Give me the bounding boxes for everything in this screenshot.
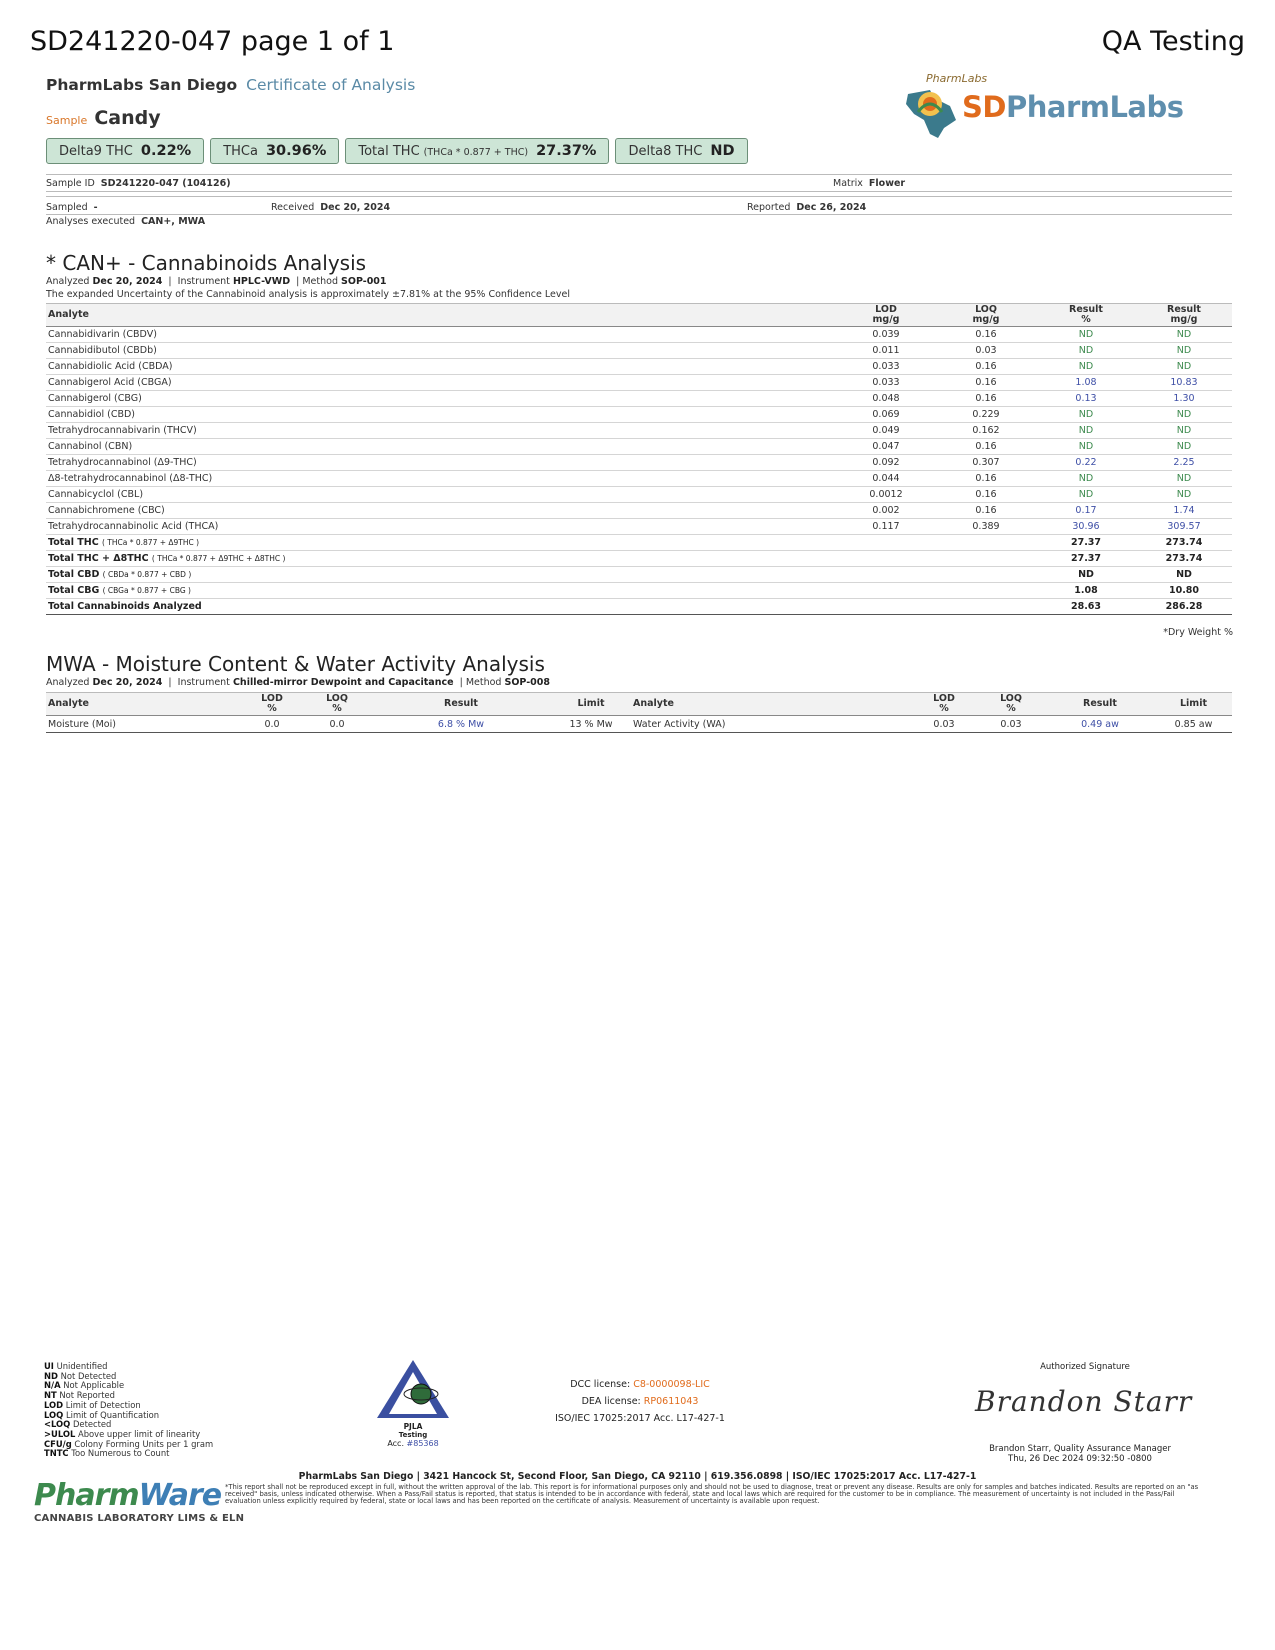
qa-testing-header: QA Testing <box>1101 26 1245 57</box>
result-mg: 10.83 <box>1136 375 1232 391</box>
dea-license: DEA license: RP0611043 <box>581 1396 699 1407</box>
mwa-col-lod: LOD % <box>241 693 303 716</box>
legend-item: ND Not Detected <box>44 1370 117 1381</box>
total-thc-pill: Total THC (THCa * 0.877 + THC) 27.37% <box>345 138 609 164</box>
total-row <box>46 583 1232 599</box>
total-mg: 273.74 <box>1136 551 1232 567</box>
result-mg: ND <box>1136 487 1232 503</box>
table-row <box>46 471 1232 487</box>
result-pct: ND <box>1036 359 1136 375</box>
table-row <box>46 503 1232 519</box>
result-mg: ND <box>1136 359 1232 375</box>
total-name: Total THC ( THCa * 0.877 + Δ9THC ) <box>46 535 836 551</box>
analyte-name: Cannabinol (CBN) <box>46 439 836 455</box>
legend-item: LOQ Limit of Quantification <box>44 1409 160 1420</box>
california-map-icon <box>900 76 962 140</box>
matrix: Matrix Flower <box>833 178 906 189</box>
signature-script: Brandon Starr <box>975 1385 1193 1418</box>
sample-label: Sample <box>46 114 88 127</box>
lod-value: 0.047 <box>836 439 936 455</box>
loq-value: 0.16 <box>936 487 1036 503</box>
dcc-license: DCC license: C8-0000098-LIC <box>570 1379 710 1390</box>
total-row <box>46 551 1232 567</box>
result-mg: ND <box>1136 439 1232 455</box>
pharmware-logo <box>34 1478 244 1524</box>
certificate-title: Certificate of Analysis <box>246 76 416 94</box>
analyte-name: Cannabigerol (CBG) <box>46 391 836 407</box>
analyte-name: Cannabidivarin (CBDV) <box>46 327 836 343</box>
total-pct: 28.63 <box>1036 599 1136 615</box>
lod-value: 0.0012 <box>836 487 936 503</box>
total-mg: ND <box>1136 567 1232 583</box>
legend-item: CFU/g Colony Forming Units per 1 gram <box>44 1438 214 1449</box>
analyte-name: Tetrahydrocannabivarin (THCV) <box>46 423 836 439</box>
loq-value: 0.16 <box>936 359 1036 375</box>
sampled: Sampled - <box>46 202 98 213</box>
lod-value: 0.049 <box>836 423 936 439</box>
result-pct: ND <box>1036 327 1136 343</box>
total-row <box>46 599 1232 615</box>
loq-value: 0.03 <box>936 343 1036 359</box>
uncertainty-note: The expanded Uncertainty of the Cannabinoid analysis is approximately ±7.81% at the 95% Confidence Level <box>46 289 570 300</box>
dry-weight-note: *Dry Weight % <box>1163 627 1233 638</box>
mwa-col-lod-2: LOD % <box>911 693 977 716</box>
total-pct: ND <box>1036 567 1136 583</box>
document-id-header: SD241220-047 page 1 of 1 <box>30 26 395 57</box>
analyte-name: Cannabidiol (CBD) <box>46 407 836 423</box>
analyte-name: Cannabicyclol (CBL) <box>46 487 836 503</box>
result-mg: 309.57 <box>1136 519 1232 535</box>
loq-value: 0.162 <box>936 423 1036 439</box>
pharmware-wordmark: PharmWare <box>34 1478 222 1513</box>
analyte-name: Tetrahydrocannabinolic Acid (THCA) <box>46 519 836 535</box>
legend-item: UI Unidentified <box>44 1361 108 1371</box>
signatory <box>980 1444 1180 1464</box>
mwa-col-result-2: Result <box>1045 693 1155 716</box>
lod-value: 0.092 <box>836 455 936 471</box>
table-row <box>46 439 1232 455</box>
analyte-name: Cannabichromene (CBC) <box>46 503 836 519</box>
result-pct: 30.96 <box>1036 519 1136 535</box>
sample-line <box>46 107 161 129</box>
sample-id: Sample ID SD241220-047 (104126) <box>46 178 231 189</box>
total-name: Total THC + Δ8THC ( THCa * 0.877 + Δ9THC + Δ8THC ) <box>46 551 836 567</box>
table-row <box>46 391 1232 407</box>
lod-value: 0.044 <box>836 471 936 487</box>
pjla-accreditation <box>375 1358 451 1448</box>
lod-value: 0.039 <box>836 327 936 343</box>
pjla-sub: Testing <box>398 1431 428 1439</box>
mwa-col-limit: Limit <box>551 693 631 716</box>
lod-value: 0.033 <box>836 375 936 391</box>
loq-value: 0.307 <box>936 455 1036 471</box>
cannabinoids-header-row <box>46 304 1232 327</box>
result-pct: ND <box>1036 471 1136 487</box>
result-pct: ND <box>1036 423 1136 439</box>
table-row <box>46 407 1232 423</box>
result-mg: 1.74 <box>1136 503 1232 519</box>
result-pct: 1.08 <box>1036 375 1136 391</box>
analyte-name: Cannabigerol Acid (CBGA) <box>46 375 836 391</box>
mwa-section-title: MWA - Moisture Content & Water Activity Analysis <box>46 652 545 676</box>
result-mg: ND <box>1136 471 1232 487</box>
disclaimer: *This report shall not be reproduced except in full, without the written approval of the lab. This report is for informational purposes only and should not be used to diagnose, treat or prevent any disease. Results are only for samples and batches indicated. Results are reported on an "as received" basis, unless indicated otherwise. When a Pass/Fail status is reported, that status is intended to be in accordance with federal, state and local laws which are required for the customer to be in compliance. The measurement of uncertainty is not included in the Pass/Fail evaluation unless explicitly required by federal, state or local laws and has been reported on the certificate of analysis. Measurement of uncertainty is available upon request. <box>225 1483 1199 1505</box>
loq-value: 0.16 <box>936 439 1036 455</box>
analyte-name: Tetrahydrocannabinol (Δ9-THC) <box>46 455 836 471</box>
col-loq: LOQ mg/g <box>936 304 1036 327</box>
table-row <box>46 455 1232 471</box>
sample-name: Candy <box>94 107 161 129</box>
total-name: Total Cannabinoids Analyzed <box>46 599 836 615</box>
result-pct: ND <box>1036 343 1136 359</box>
mwa-col-analyte-2: Analyte <box>631 693 911 716</box>
lod-value: 0.002 <box>836 503 936 519</box>
lab-name: PharmLabs San Diego <box>46 76 238 94</box>
summary-pills <box>46 138 748 164</box>
table-row <box>46 519 1232 535</box>
mwa-table <box>46 692 1232 733</box>
sdpharmlabs-logo <box>900 72 1184 140</box>
abbreviation-legend <box>44 1362 213 1459</box>
analyte-name: Δ8-tetrahydrocannabinol (Δ8-THC) <box>46 471 836 487</box>
sample-metadata <box>46 174 1232 234</box>
mwa-col-analyte: Analyte <box>46 693 241 716</box>
legend-item: N/A Not Applicable <box>44 1380 125 1391</box>
pharmware-tagline: CANNABIS LABORATORY LIMS & ELN <box>34 1513 245 1524</box>
result-mg: 1.30 <box>1136 391 1232 407</box>
loq-value: 0.16 <box>936 503 1036 519</box>
legend-item: TNTC Too Numerous to Count <box>44 1448 170 1459</box>
analyte-name: Cannabidiolic Acid (CBDA) <box>46 359 836 375</box>
total-mg: 286.28 <box>1136 599 1232 615</box>
result-mg: ND <box>1136 423 1232 439</box>
legend-item: >ULOL Above upper limit of linearity <box>44 1428 201 1439</box>
cannabinoids-analyzed-line: Analyzed Dec 20, 2024 | Instrument HPLC-VWD | Method SOP-001 <box>46 276 387 287</box>
iso-accreditation: ISO/IEC 17025:2017 Acc. L17-427-1 <box>555 1413 725 1424</box>
lod-value: 0.069 <box>836 407 936 423</box>
mwa-header-row <box>46 693 1232 716</box>
cannabinoids-table <box>46 303 1232 615</box>
result-pct: ND <box>1036 407 1136 423</box>
col-analyte: Analyte <box>46 304 836 327</box>
total-name: Total CBD ( CBDa * 0.877 + CBD ) <box>46 567 836 583</box>
loq-value: 0.16 <box>936 391 1036 407</box>
reported: Reported Dec 26, 2024 <box>747 202 867 213</box>
cannabinoids-section-title: * CAN+ - Cannabinoids Analysis <box>46 251 367 275</box>
col-result-pct: Result % <box>1036 304 1136 327</box>
table-row <box>46 359 1232 375</box>
total-pct: 27.37 <box>1036 551 1136 567</box>
signature-label: Authorized Signature <box>1040 1362 1130 1372</box>
result-pct: ND <box>1036 439 1136 455</box>
mwa-col-result: Result <box>371 693 551 716</box>
loq-value: 0.16 <box>936 375 1036 391</box>
lab-title-line <box>46 76 415 94</box>
table-row <box>46 327 1232 343</box>
mwa-col-limit-2: Limit <box>1155 693 1232 716</box>
logo-wordmark: SDPharmLabs <box>962 90 1184 124</box>
pjla-acc: Acc. #85368 <box>387 1439 439 1448</box>
loq-value: 0.229 <box>936 407 1036 423</box>
total-mg: 273.74 <box>1136 535 1232 551</box>
analyte-name: Cannabidibutol (CBDb) <box>46 343 836 359</box>
col-result-mg: Result mg/g <box>1136 304 1232 327</box>
legend-item: NT Not Reported <box>44 1390 115 1401</box>
lab-address: PharmLabs San Diego | 3421 Hancock St, Second Floor, San Diego, CA 92110 | 619.356.0898 | ISO/IEC 17025:2017 Acc. L17-427-1 <box>298 1471 977 1482</box>
total-mg: 10.80 <box>1136 583 1232 599</box>
pjla-logo-icon <box>375 1358 451 1420</box>
delta9-thc-pill: Delta9 THC 0.22% <box>46 138 204 164</box>
legend-item: <LOQ Detected <box>44 1419 112 1430</box>
result-pct: ND <box>1036 487 1136 503</box>
mwa-col-loq: LOQ % <box>303 693 371 716</box>
result-pct: 0.22 <box>1036 455 1136 471</box>
result-pct: 0.13 <box>1036 391 1136 407</box>
license-block <box>520 1376 760 1427</box>
mwa-row: Moisture (Moi) 0.0 0.0 6.8 % Mw 13 % Mw Water Activity (WA) 0.03 0.03 0.49 aw 0.85 aw <box>46 716 1232 733</box>
total-row <box>46 567 1232 583</box>
received: Received Dec 20, 2024 <box>271 202 391 213</box>
lod-value: 0.048 <box>836 391 936 407</box>
lod-value: 0.011 <box>836 343 936 359</box>
legend-item: LOD Limit of Detection <box>44 1399 141 1410</box>
total-pct: 27.37 <box>1036 535 1136 551</box>
result-pct: 0.17 <box>1036 503 1136 519</box>
loq-value: 0.16 <box>936 327 1036 343</box>
col-lod: LOD mg/g <box>836 304 936 327</box>
handwritten-signature <box>975 1385 1195 1433</box>
result-mg: ND <box>1136 343 1232 359</box>
signatory-name: Brandon Starr, Quality Assurance Manager <box>989 1444 1171 1454</box>
mwa-col-loq-2: LOQ % <box>977 693 1045 716</box>
delta8-thc-pill: Delta8 THC ND <box>615 138 747 164</box>
total-row <box>46 535 1232 551</box>
pjla-name: PJLA <box>403 1422 423 1431</box>
table-row <box>46 423 1232 439</box>
table-row <box>46 487 1232 503</box>
lod-value: 0.117 <box>836 519 936 535</box>
signature-date: Thu, 26 Dec 2024 09:32:50 -0800 <box>1008 1454 1152 1464</box>
result-mg: 2.25 <box>1136 455 1232 471</box>
table-row <box>46 343 1232 359</box>
mwa-analyzed-line: Analyzed Dec 20, 2024 | Instrument Chilled-mirror Dewpoint and Capacitance | Method SOP-008 <box>46 677 550 688</box>
logo-arc-text: PharmLabs <box>926 72 988 85</box>
thca-pill: THCa 30.96% <box>210 138 339 164</box>
loq-value: 0.16 <box>936 471 1036 487</box>
analyses-executed: Analyses executed CAN+, MWA <box>46 216 206 227</box>
result-mg: ND <box>1136 407 1232 423</box>
table-row <box>46 375 1232 391</box>
total-pct: 1.08 <box>1036 583 1136 599</box>
loq-value: 0.389 <box>936 519 1036 535</box>
lod-value: 0.033 <box>836 359 936 375</box>
total-name: Total CBG ( CBGa * 0.877 + CBG ) <box>46 583 836 599</box>
result-mg: ND <box>1136 327 1232 343</box>
